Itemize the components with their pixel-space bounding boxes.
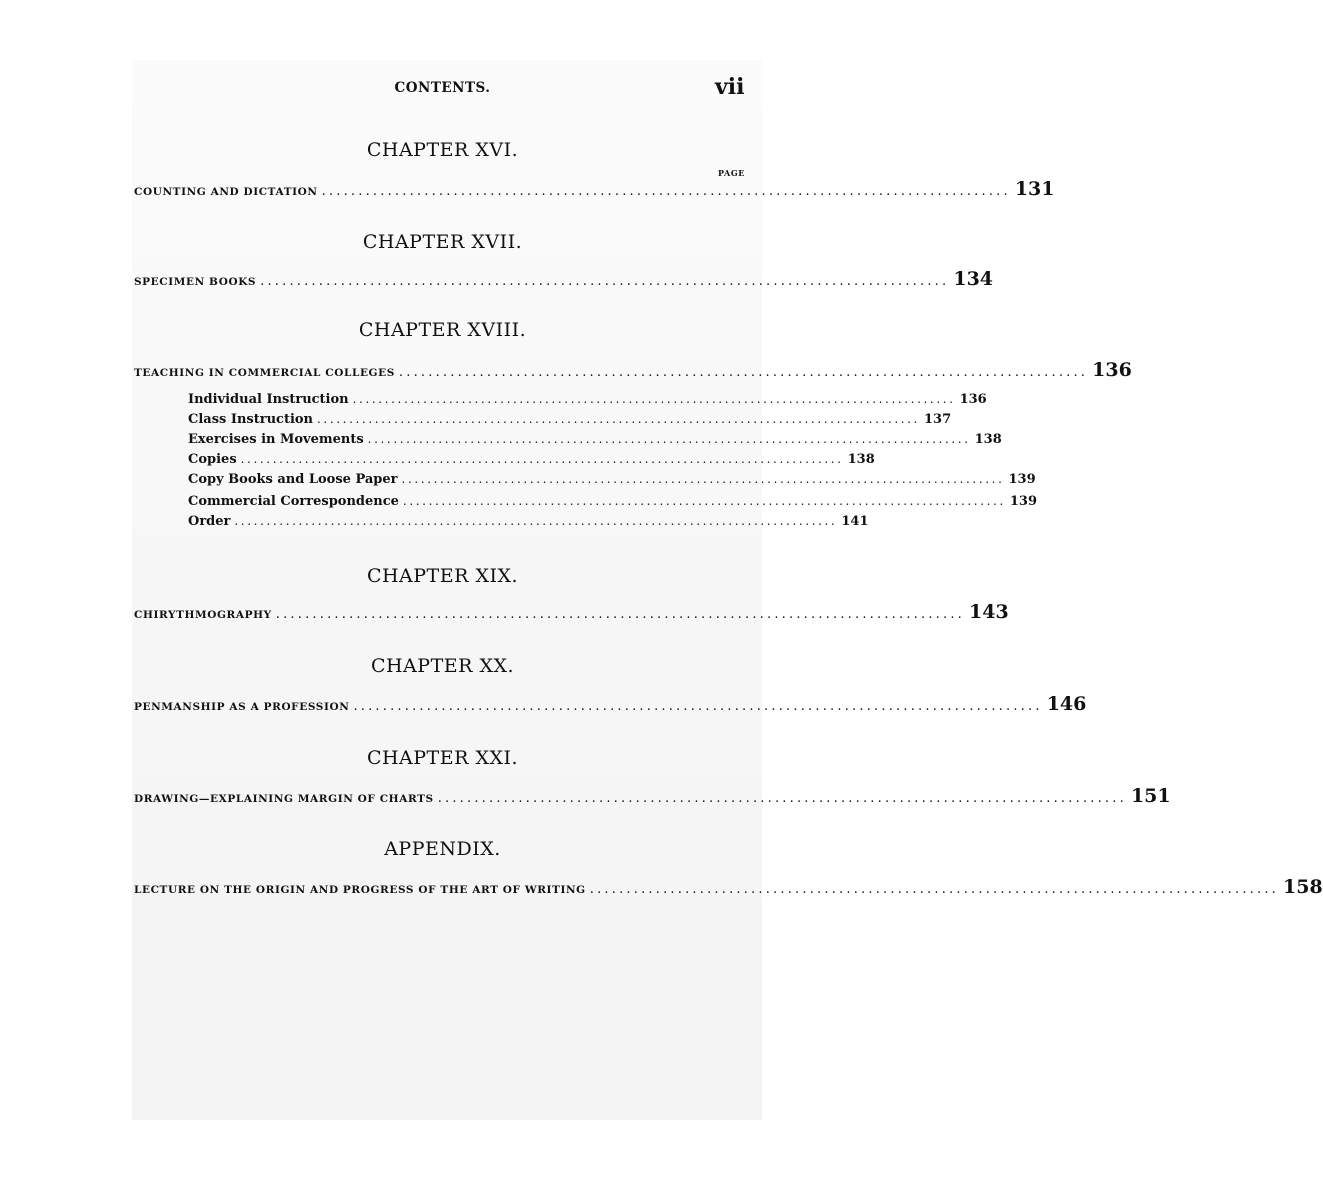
toc-subentry-page: 139 bbox=[1008, 472, 1036, 487]
toc-subentry-title: Copies bbox=[188, 452, 237, 467]
toc-subentry[interactable] bbox=[188, 412, 952, 432]
toc-subentry[interactable] bbox=[188, 452, 875, 472]
dot-leader: .............................................................................................. bbox=[353, 699, 1043, 714]
toc-entry-title: COUNTING AND DICTATION bbox=[134, 186, 318, 198]
dot-leader: .............................................................................................. bbox=[275, 607, 965, 622]
toc-subentry-page: 138 bbox=[847, 452, 875, 467]
toc-entry-page: 158 bbox=[1283, 876, 1323, 898]
dot-leader: .............................................................................................. bbox=[260, 274, 950, 289]
chapter-heading: CHAPTER XX. bbox=[370, 655, 515, 677]
toc-entry-title: CHIRYTHMOGRAPHY bbox=[134, 609, 272, 621]
toc-subentry-page: 136 bbox=[959, 392, 987, 407]
page-column-label: PAGE bbox=[718, 168, 745, 178]
toc-subentry[interactable] bbox=[188, 494, 1038, 514]
toc-entry[interactable] bbox=[134, 693, 1087, 717]
toc-entry-title: PENMANSHIP AS A PROFESSION bbox=[134, 701, 350, 713]
toc-entry-page: 131 bbox=[1014, 178, 1055, 200]
dot-leader: .............................................................................................. bbox=[589, 882, 1279, 897]
toc-subentry-title: Class Instruction bbox=[188, 412, 314, 427]
dot-leader: .............................................................................................. bbox=[398, 365, 1089, 380]
page-number: vii bbox=[715, 74, 745, 100]
dot-leader: .............................................................................................. bbox=[402, 494, 1006, 508]
toc-entry-page: 136 bbox=[1092, 359, 1132, 381]
chapter-heading: CHAPTER XVII. bbox=[362, 231, 523, 253]
toc-entry-page: 151 bbox=[1130, 785, 1171, 807]
toc-subentry-page: 139 bbox=[1009, 494, 1038, 509]
chapter-heading: CHAPTER XIX. bbox=[366, 565, 519, 587]
dot-leader: .............................................................................................. bbox=[317, 412, 920, 426]
toc-entry-page: 134 bbox=[953, 268, 994, 290]
dot-leader: .............................................................................................. bbox=[437, 791, 1127, 806]
page-scan-background bbox=[132, 60, 762, 1120]
page-header bbox=[0, 74, 840, 102]
toc-subentry-title: Order bbox=[188, 514, 231, 529]
toc-entry[interactable] bbox=[134, 268, 994, 292]
toc-subentry[interactable] bbox=[188, 514, 869, 534]
toc-entry[interactable] bbox=[134, 785, 1171, 809]
dot-leader: .............................................................................................. bbox=[367, 432, 971, 446]
toc-entry-title: DRAWING—EXPLAINING MARGIN OF CHARTS bbox=[134, 793, 434, 805]
toc-entry[interactable] bbox=[134, 359, 1132, 383]
toc-subentry[interactable] bbox=[188, 432, 1002, 452]
toc-entry-page: 143 bbox=[969, 601, 1009, 623]
toc-subentry-title: Exercises in Movements bbox=[188, 432, 364, 447]
dot-leader: .............................................................................................. bbox=[401, 472, 1005, 486]
toc-entry[interactable] bbox=[134, 876, 1323, 900]
running-title: CONTENTS. bbox=[394, 80, 491, 96]
chapter-heading: CHAPTER XVI. bbox=[366, 139, 519, 161]
toc-entry-page: 146 bbox=[1046, 693, 1087, 715]
chapter-heading: CHAPTER XVIII. bbox=[358, 319, 527, 341]
toc-subentry[interactable] bbox=[188, 472, 1036, 492]
toc-entry-title: SPECIMEN BOOKS bbox=[134, 276, 257, 288]
toc-subentry-page: 137 bbox=[923, 412, 952, 427]
toc-subentry-page: 138 bbox=[974, 432, 1002, 447]
dot-leader: .............................................................................................. bbox=[240, 452, 844, 466]
chapter-heading: CHAPTER XXI. bbox=[366, 747, 519, 769]
toc-subentry-page: 141 bbox=[841, 514, 869, 529]
toc-entry-title: TEACHING IN COMMERCIAL COLLEGES bbox=[134, 367, 395, 379]
toc-entry[interactable] bbox=[134, 601, 1009, 625]
toc-subentry[interactable] bbox=[188, 392, 987, 412]
toc-subentry-title: Individual Instruction bbox=[188, 392, 349, 407]
dot-leader: .............................................................................................. bbox=[321, 184, 1011, 199]
appendix-heading: APPENDIX. bbox=[384, 838, 501, 860]
toc-subentry-title: Copy Books and Loose Paper bbox=[188, 472, 398, 487]
dot-leader: .............................................................................................. bbox=[352, 392, 956, 406]
toc-subentry-title: Commercial Correspondence bbox=[188, 494, 399, 509]
toc-entry[interactable] bbox=[134, 178, 1055, 202]
dot-leader: .............................................................................................. bbox=[234, 514, 838, 528]
toc-entry-title: LECTURE ON THE ORIGIN AND PROGRESS OF THE ART OF WRITING bbox=[134, 884, 586, 896]
